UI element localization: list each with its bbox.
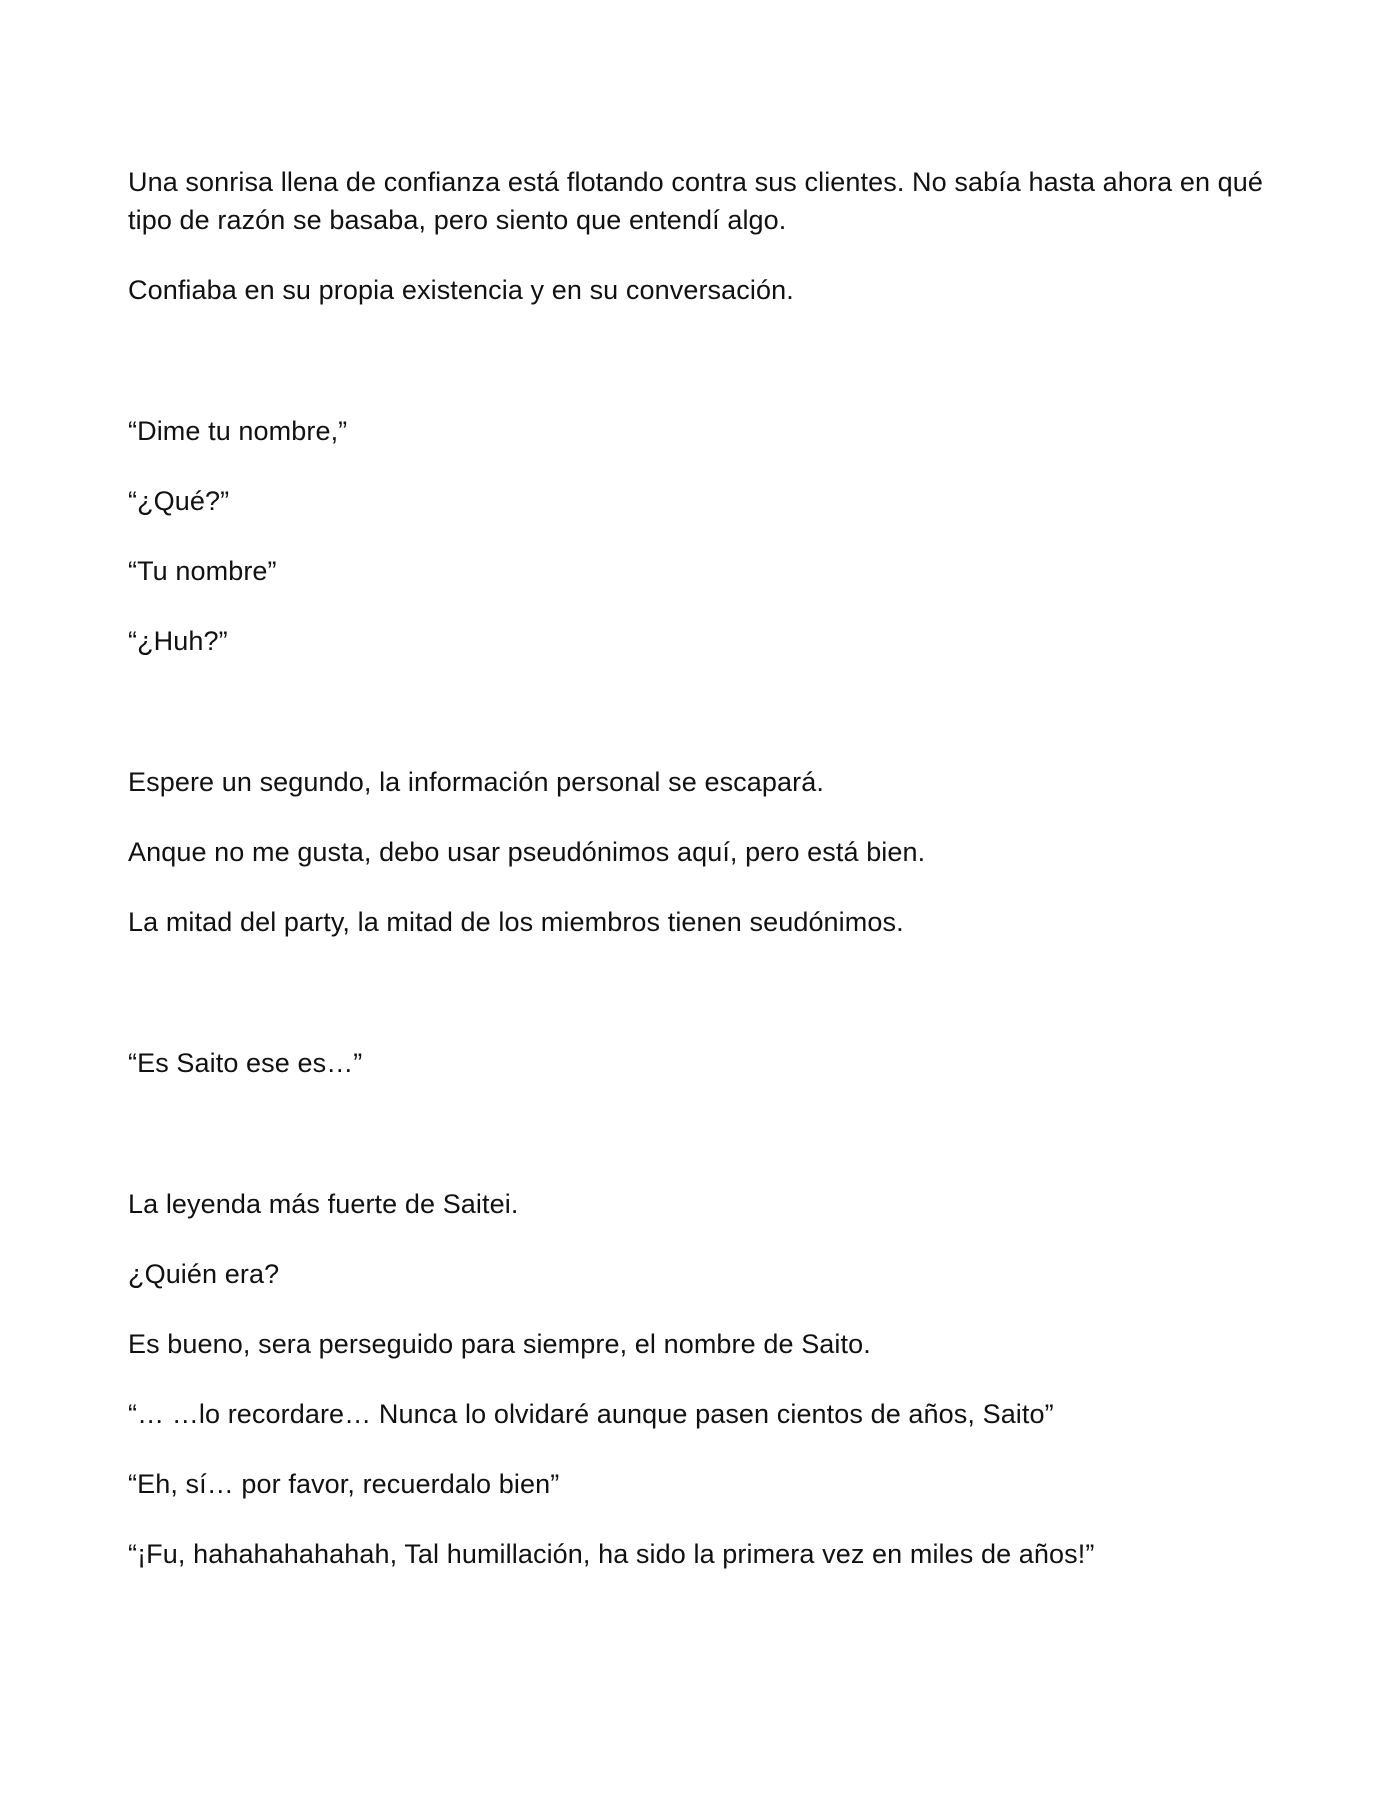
paragraph-8: Es bueno, sera perseguido para siempre, el nombre de Saito.	[128, 1329, 871, 1359]
paragraph-7: ¿Quién era?	[128, 1259, 280, 1289]
dialogue-line-1: “Dime tu nombre,”	[128, 416, 348, 446]
paragraph-2: Confiaba en su propia existencia y en su conversación.	[128, 275, 794, 305]
paragraph-6: La leyenda más fuerte de Saitei.	[128, 1189, 519, 1219]
dialogue-line-5: “Es Saito ese es…”	[128, 1048, 363, 1078]
paragraph-3: Espere un segundo, la información personal se escapará.	[128, 767, 824, 797]
dialogue-line-3: “Tu nombre”	[128, 556, 277, 586]
dialogue-line-8: “¡Fu, hahahahahahah, Tal humillación, ha sido la primera vez en miles de años!”	[128, 1539, 1095, 1569]
dialogue-line-7: “Eh, sí… por favor, recuerdalo bien”	[128, 1469, 560, 1499]
paragraph-4: Anque no me gusta, debo usar pseudónimos aquí, pero está bien.	[128, 837, 926, 867]
dialogue-line-4: “¿Huh?”	[128, 626, 228, 656]
dialogue-line-6: “… …lo recordare… Nunca lo olvidaré aunque pasen cientos de años, Saito”	[128, 1399, 1054, 1429]
paragraph-1: Una sonrisa llena de confianza está flotando contra sus clientes. No sabía hasta ahora en qué tipo de razón se basaba, pero siento que entendí algo.	[128, 167, 1264, 235]
paragraph-5: La mitad del party, la mitad de los miembros tienen seudónimos.	[128, 907, 904, 937]
dialogue-line-2: “¿Qué?”	[128, 486, 230, 516]
